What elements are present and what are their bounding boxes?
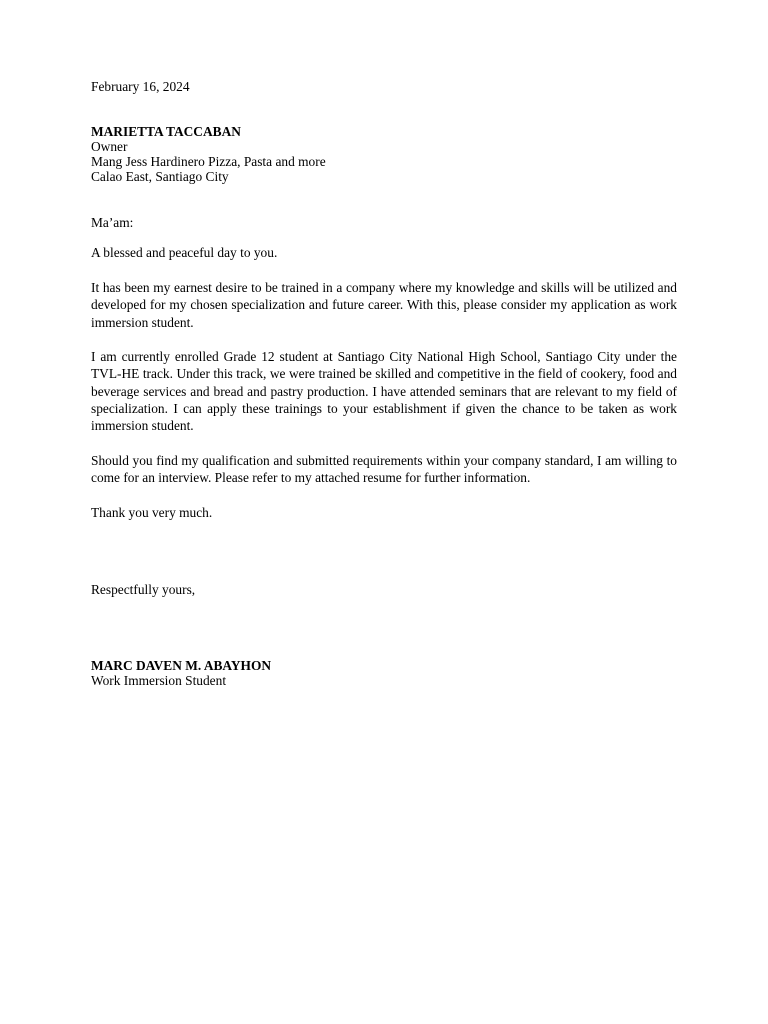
paragraph-background: I am currently enrolled Grade 12 student at Santiago City National High School, Santiago City under the TVL-HE track. Under this track, we were trained be skilled and competitive in the field of cookery, food and beverage services and bread and pastry production. I have attended seminars that are relevant to my field of specialization. I can apply these trainings to your establishment if given the chance to be taken as work immersion student. [91, 349, 677, 434]
letter-date: February 16, 2024 [91, 79, 190, 94]
closing: Respectfully yours, [91, 582, 196, 597]
sender-title: Work Immersion Student [91, 673, 227, 688]
sender-name: MARC DAVEN M. ABAYHON [91, 658, 272, 673]
recipient-title: Owner [91, 139, 128, 154]
paragraph-greeting: A blessed and peaceful day to you. [91, 245, 278, 260]
recipient-company: Mang Jess Hardinero Pizza, Pasta and more [91, 154, 326, 169]
recipient-address: Calao East, Santiago City [91, 169, 229, 184]
paragraph-intent: It has been my earnest desire to be trained in a company where my knowledge and skills will be utilized and developed for my chosen specialization and future career. With this, please consider my application as work immersion student. [91, 280, 677, 330]
paragraph-thanks: Thank you very much. [91, 505, 213, 520]
paragraph-request: Should you find my qualification and submitted requirements within your company standard, I am willing to come for an interview. Please refer to my attached resume for further information. [91, 453, 677, 486]
signature-block [91, 658, 677, 688]
recipient-block [91, 124, 677, 184]
salutation: Ma’am: [91, 215, 134, 230]
recipient-name: MARIETTA TACCABAN [91, 124, 241, 139]
